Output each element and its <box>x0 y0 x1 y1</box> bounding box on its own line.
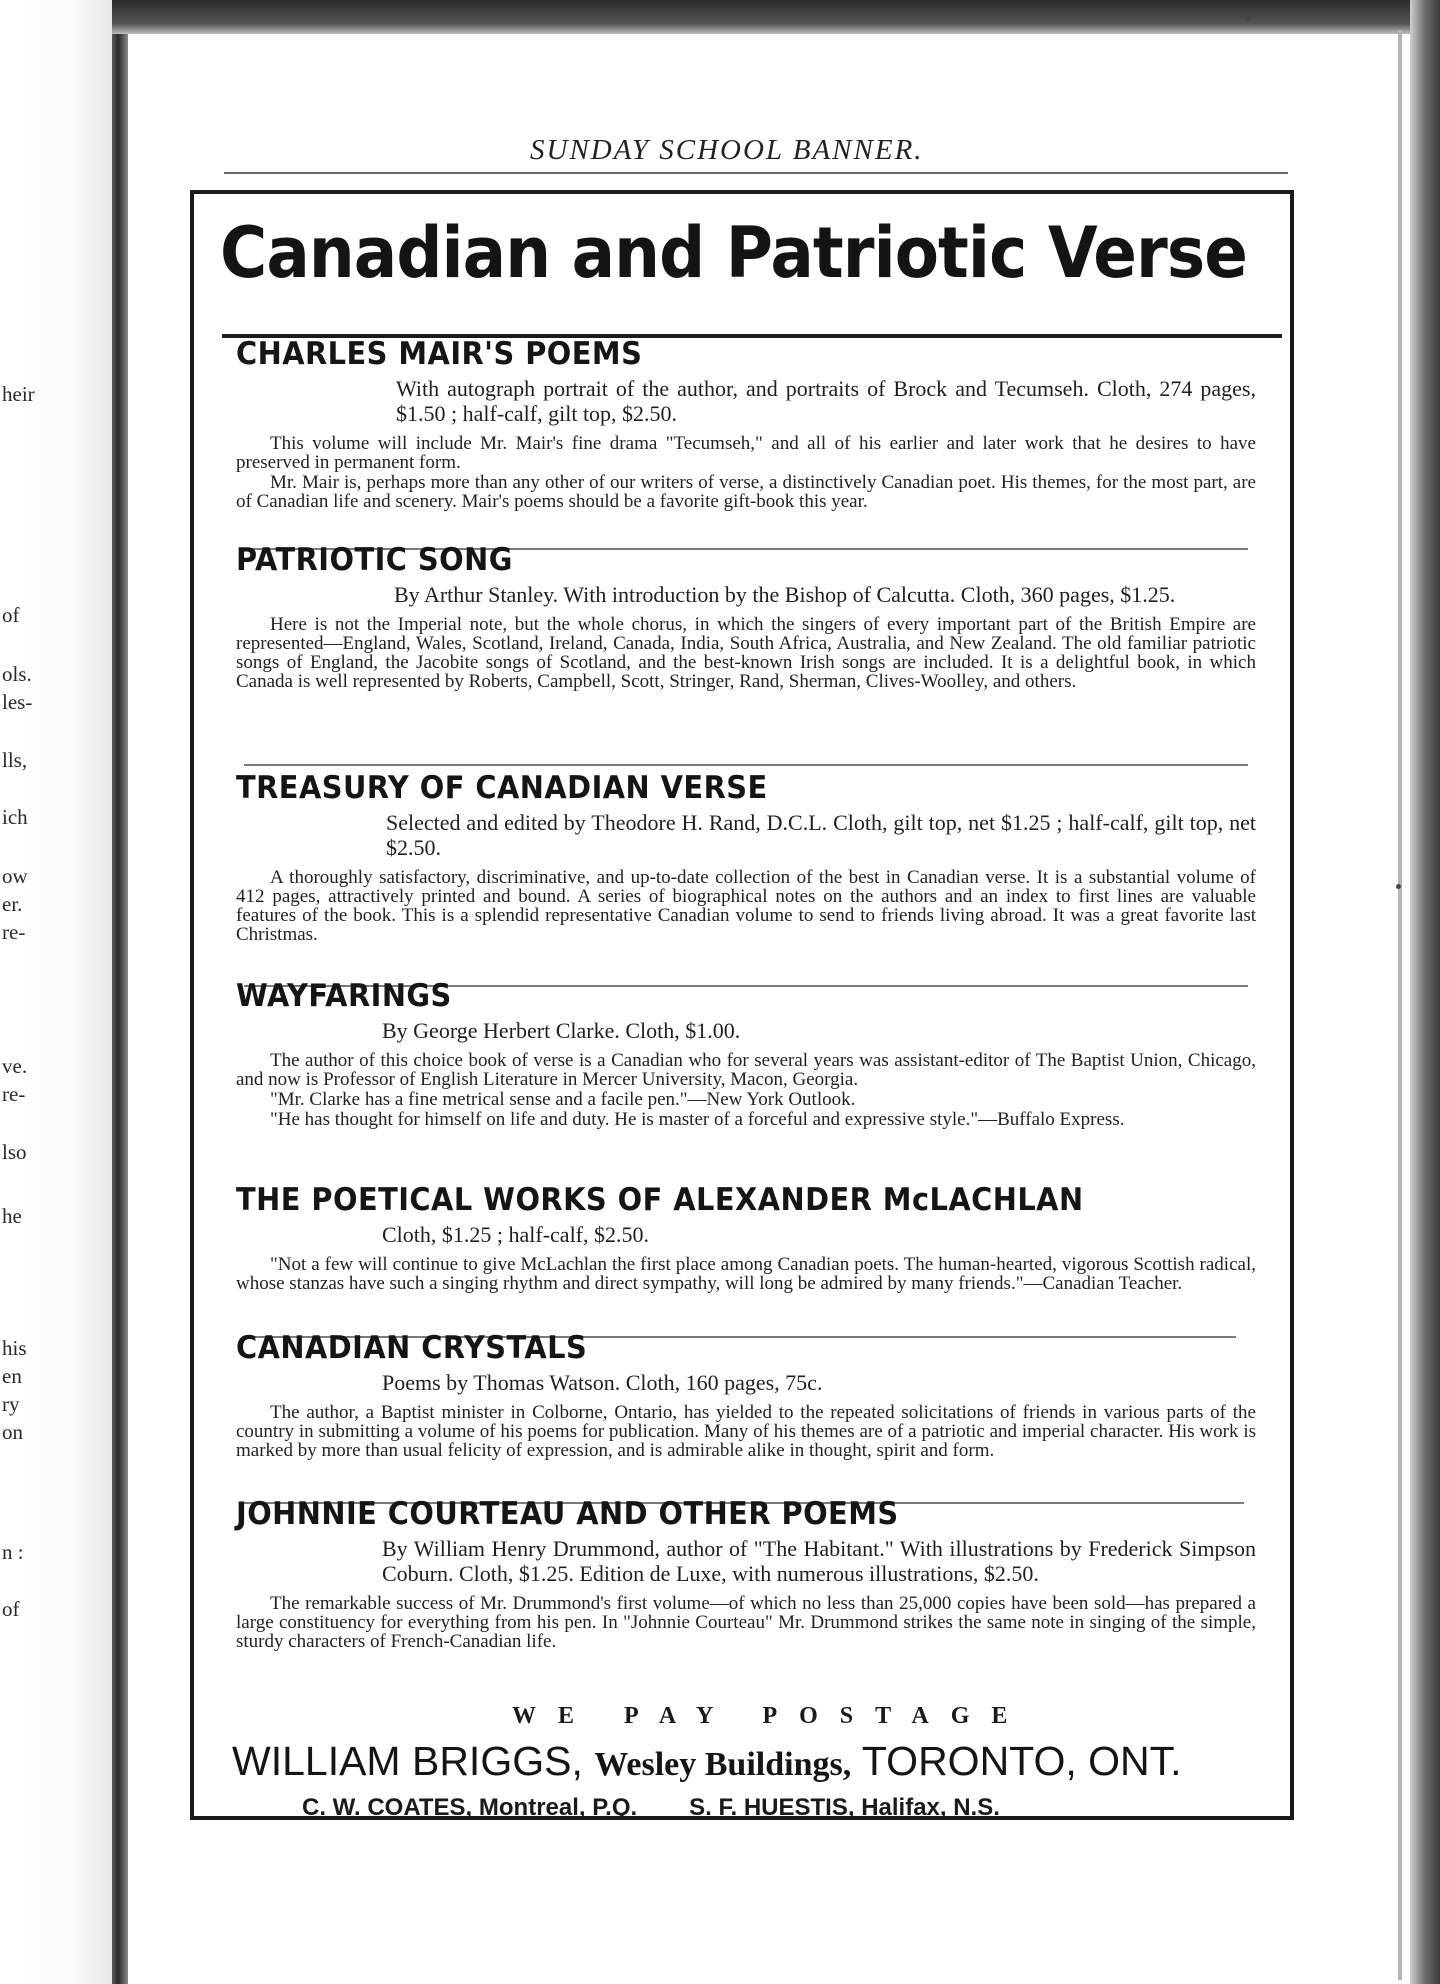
book-section-wayfarings <box>236 978 1256 1129</box>
book-section-mclachlan <box>236 1182 1256 1293</box>
book-title: TREASURY OF CANADIAN VERSE <box>236 770 768 806</box>
margin-fragment: ols. <box>2 662 32 686</box>
scan-speck <box>1245 16 1250 21</box>
book-description <box>236 615 1256 691</box>
publisher-city: TORONTO, ONT. <box>861 1738 1182 1784</box>
margin-fragment: en <box>2 1364 22 1388</box>
margin-fragment: his <box>2 1336 27 1360</box>
agent-halifax: S. F. HUESTIS, Halifax, N.S. <box>689 1794 1000 1821</box>
margin-fragment: ich <box>2 805 28 829</box>
running-head-rule <box>224 172 1288 174</box>
running-head: SUNDAY SCHOOL BANNER. <box>530 134 924 166</box>
margin-fragment: ry <box>2 1392 20 1416</box>
book-section-crystals <box>236 1330 1256 1460</box>
margin-fragment: re- <box>2 920 26 944</box>
margin-fragment: n : <box>2 1540 24 1564</box>
description-paragraph: The remarkable success of Mr. Drummond's first volume—of which no less than 25,000 copies have been sold—has prepared a large constituency for everything from his pen. In "Johnnie Courteau" Mr. Drummond strikes the same note in singing of the simple, sturdy characters of French-Canadian life. <box>236 1593 1256 1652</box>
scan-speck <box>1396 884 1401 889</box>
description-paragraph: Mr. Mair is, perhaps more than any other of our writers of verse, a distinctively Canadian poet. His themes, for the most part, are of Canadian life and scenery. Mair's poems should be a favorite gift-book this year. <box>236 472 1256 512</box>
description-paragraph: This volume will include Mr. Mair's fine drama "Tecumseh," and all of his earlier and later work that he desires to have preserved in permanent form. <box>236 433 1256 473</box>
margin-fragment: of <box>2 603 20 627</box>
book-title: THE POETICAL WORKS OF ALEXANDER McLACHLAN <box>236 1182 1084 1218</box>
agent-montreal: C. W. COATES, Montreal, P.Q. <box>302 1794 638 1821</box>
book-meta: By Arthur Stanley. With introduction by the Bishop of Calcutta. Cloth, 360 pages, $1.25. <box>394 582 1176 607</box>
ad-title: Canadian and Patriotic Verse <box>220 212 1248 294</box>
margin-fragment: ow <box>2 864 28 888</box>
book-description <box>236 1403 1256 1460</box>
description-paragraph: "Not a few will continue to give McLachlan the first place among Canadian poets. The human-hearted, vigorous Scottish radical, whose stanzas have such a singing rhythm and direct sympathy, will long be admired by many friends."—Canadian Teacher. <box>236 1254 1256 1294</box>
review-quote: "Mr. Clarke has a fine metrical sense and a facile pen."—New York Outlook. <box>270 1089 856 1110</box>
margin-fragment: heir <box>2 382 35 406</box>
right-page-edge <box>1398 30 1402 1980</box>
margin-fragment: on <box>2 1420 23 1444</box>
margin-fragment: of <box>2 1597 20 1621</box>
book-title: CANADIAN CRYSTALS <box>236 1330 588 1366</box>
agents-line <box>302 1794 1000 1822</box>
book-title: JOHNNIE COURTEAU AND OTHER POEMS <box>236 1496 899 1532</box>
book-description <box>236 1594 1256 1651</box>
book-description <box>236 1255 1256 1293</box>
book-section-treasury <box>236 770 1256 944</box>
margin-fragment: ve. <box>2 1054 28 1078</box>
book-description <box>236 1051 1256 1129</box>
book-description <box>236 434 1256 511</box>
book-meta: By William Henry Drummond, author of "The Habitant." With illustrations by Frederick Simpson Coburn. Cloth, $1.25. Edition de Luxe, with numerous illustrations, $2.50. <box>382 1536 1256 1586</box>
facing-page-fragments <box>0 0 60 1984</box>
right-scan-edge <box>1410 0 1440 1984</box>
publisher-address: Wesley Buildings, <box>594 1746 852 1783</box>
margin-fragment: re- <box>2 1082 26 1106</box>
margin-fragment: les- <box>2 690 33 714</box>
book-meta: Poems by Thomas Watson. Cloth, 160 pages, 75c. <box>382 1370 823 1395</box>
book-description <box>236 868 1256 944</box>
description-paragraph: Here is not the Imperial note, but the whole chorus, in which the singers of every important part of the British Empire are represented—England, Wales, Scotland, Ireland, Canada, India, South Africa, Australia, and New Zealand. The old familiar patriotic songs of England, the Jacobite songs of Scotland, and the best-known Irish songs are included. It is a delightful book, in which Canada is well represented by Roberts, Campbell, Scott, Stringer, Rand, Sherman, Clives-Woolley, and others. <box>236 614 1256 692</box>
description-paragraph: A thoroughly satisfactory, discriminative, and up-to-date collection of the best in Canadian verse. It is a substantial volume of 412 pages, attractively printed and bound. A series of biographical notes on the authors and an index to first lines are valuable features of the book. This is a splendid representative Canadian volume to send to friends living abroad. It was a great favorite last Christmas. <box>236 867 1256 945</box>
book-meta: Cloth, $1.25 ; half-calf, $2.50. <box>382 1222 650 1247</box>
book-meta: Selected and edited by Theodore H. Rand, D.C.L. Cloth, gilt top, net $1.25 ; half-calf, gilt top, net $2.50. <box>386 810 1256 860</box>
book-meta: With autograph portrait of the author, and portraits of Brock and Tecumseh. Cloth, 274 pages, $1.50 ; half-calf, gilt top, $2.50. <box>396 376 1256 426</box>
publisher-name: WILLIAM BRIGGS, <box>232 1738 583 1784</box>
description-paragraph: The author of this choice book of verse is a Canadian who for several years was assistant-editor of The Baptist Union, Chicago, and now is Professor of English Literature in Mercer University, Macon, Georgia. <box>236 1050 1256 1090</box>
description-paragraph: The author, a Baptist minister in Colborne, Ontario, has yielded to the repeated solicitations of friends in various parts of the country in submitting a volume of his poems for publication. Many of his themes are of a patriotic and imperial character. His work is marked by more than usual felicity of expression, and is admirable alike in thought, spirit and form. <box>236 1402 1256 1461</box>
book-meta: By George Herbert Clarke. Cloth, $1.00. <box>382 1018 741 1043</box>
margin-fragment: lso <box>2 1140 27 1164</box>
review-quote: "He has thought for himself on life and duty. He is master of a forceful and expressive style."—Buffalo Express. <box>270 1109 1125 1130</box>
top-scan-edge <box>112 0 1422 34</box>
book-title: CHARLES MAIR'S POEMS <box>236 336 643 372</box>
margin-fragment: er. <box>2 892 23 916</box>
section-divider <box>244 764 1248 766</box>
we-pay-postage: WE PAY POSTAGE <box>512 1703 1030 1729</box>
book-section-mair <box>236 336 1256 511</box>
book-section-drummond <box>236 1496 1256 1651</box>
book-title: WAYFARINGS <box>236 978 452 1014</box>
margin-fragment: lls, <box>2 748 28 772</box>
page-gutter-shadow <box>112 0 128 1984</box>
book-title: PATRIOTIC SONG <box>236 542 513 578</box>
book-section-patriotic-song <box>236 542 1256 691</box>
margin-fragment: he <box>2 1204 22 1228</box>
publisher-line <box>232 1738 1182 1785</box>
